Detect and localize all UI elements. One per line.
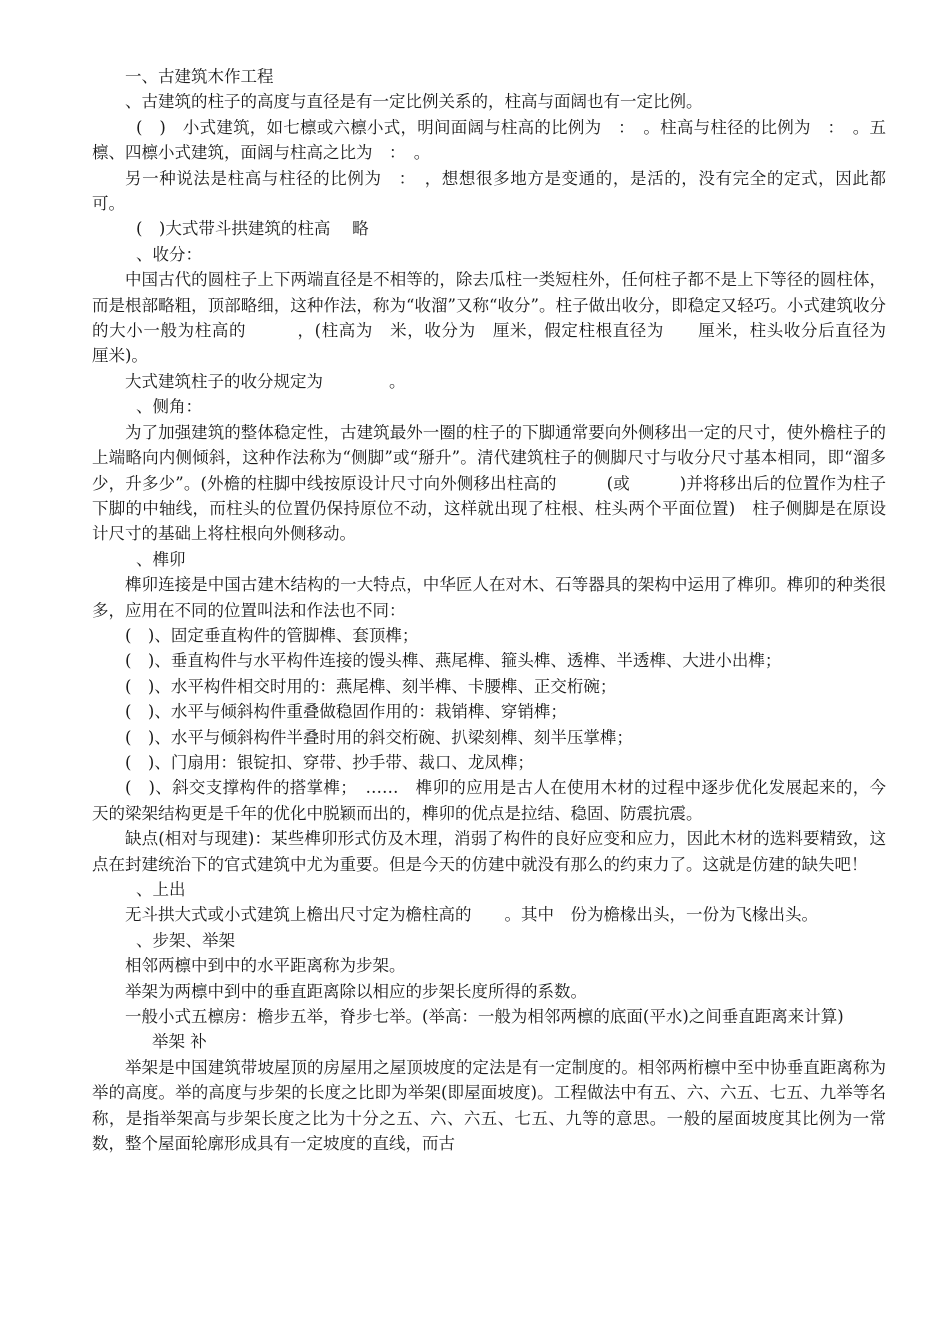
list-item: ( )、门扇用：银锭扣、穿带、抄手带、裁口、龙凤榫； — [125, 752, 534, 772]
paragraph: 、古建筑的柱子的高度与直径是有一定比例关系的，柱高与面阔也有一定比例。 — [125, 92, 703, 112]
paragraph: 一般小式五檩房：檐步五举，脊步七举。(举高：一般为相邻两檩的底面(平水)之间垂直距离来计算) — [125, 1007, 844, 1027]
subsection-heading: 、榫卯 — [136, 549, 186, 569]
paragraph: 为了加强建筑的整体稳定性，古建筑最外一圈的柱子的下脚通常要向外侧移出一定的尺寸，使外檐柱子的上端略向内侧倾斜，这种作法称为“侧脚”或“掰升”。清代建筑柱子的侧脚尺寸与收分尺寸基本相同，即“溜多少，升多少”。(外檐的柱脚中线按原设计尺寸向外侧移出柱高的 (或 )并将移出后的位置作为柱子下脚的中轴线，而柱头的位置仍保持原位不动，这样就出现了柱根、柱头两个平面位置) 柱子侧脚是在原设计尺寸的基础上将柱根向外侧移动。 — [92, 422, 886, 544]
paragraph: 相邻两檩中到中的水平距离称为步架。 — [125, 956, 406, 976]
paragraph: 另一种说法是柱高与柱径的比例为 ： ，想想很多地方是变通的，是活的，没有完全的定式，因此都可。 — [92, 168, 886, 214]
list-item: ( )、水平构件相交时用的：燕尾榫、刻半榫、卡腰榫、正交桁碗； — [125, 676, 617, 696]
subsection-heading: 、上出 — [136, 880, 186, 899]
subsection-heading: 举架 补 — [152, 1032, 207, 1052]
paragraph: ( ) 小式建筑，如七檩或六檩小式，明间面阔与柱高的比例为 ： 。柱高与柱径的比例为 ： 。五檩、四檩小式建筑，面阔与柱高之比为 ： 。 — [92, 117, 886, 163]
paragraph: 举架为两檩中到中的垂直距离除以相应的步架长度所得的系数。 — [125, 981, 587, 1001]
subsection-heading: 、步架、举架 — [136, 930, 235, 950]
paragraph: 缺点(相对与现建)：某些榫卯形式仿及木理，消弱了构件的良好应变和应力，因此木材的选料要精致，这点在封建统治下的官式建筑中尤为重要。但是今天的仿建中就没有那么的约束力了。这就是仿建的缺失吧！ — [92, 829, 886, 874]
list-item: ( )、斜交支撑构件的搭掌榫； …… 榫卯的应用是古人在使用木材的过程中逐步优化发展起来的，今天的梁架结构更是千年的优化中脱颖而出的，榫卯的优点是拉结、稳固、防震抗震。 — [92, 778, 886, 823]
paragraph: 大式建筑柱子的收分规定为 。 — [125, 371, 406, 391]
subsection-heading: ( )大式带斗拱建筑的柱高 略 — [136, 219, 369, 239]
section-heading: 一、古建筑木作工程 — [125, 67, 274, 86]
paragraph: 无斗拱大式或小式建筑上檐出尺寸定为檐柱高的 。其中 份为檐椽出头，一份为飞椽出头。 — [125, 905, 818, 925]
subsection-heading: 、侧角： — [136, 397, 202, 417]
list-item: ( )、水平与倾斜构件重叠做稳固作用的：栽销榫、穿销榫； — [125, 702, 567, 722]
list-item: ( )、固定垂直构件的管脚榫、套顶榫； — [125, 625, 419, 645]
list-item: ( )、垂直构件与水平构件连接的馒头榫、燕尾榫、箍头榫、透榫、半透榫、大进小出榫； — [125, 651, 782, 671]
paragraph: 榫卯连接是中国古建木结构的一大特点，中华匠人在对木、石等器具的架构中运用了榫卯。榫卯的种类很多，应用在不同的位置叫法和作法也不同： — [92, 575, 886, 620]
subsection-heading: 、收分： — [136, 244, 202, 264]
paragraph: 举架是中国建筑带坡屋顶的房屋用之屋顶坡度的定法是有一定制度的。相邻两桁檩中至中协垂直距离称为举的高度。举的高度与步架的长度之比即为举架(即屋面坡度)。工程做法中有五、六、六五、七五、九举等名称，是指举架高与步架长度之比为十分之五、六、六五、七五、九等的意思。一般的屋面坡度其比例为一常数，整个屋面轮廓形成具有一定坡度的直线，而古 — [92, 1057, 886, 1154]
list-item: ( )、水平与倾斜构件半叠时用的斜交桁碗、扒梁刻榫、刻半压掌榫； — [125, 727, 633, 747]
paragraph: 中国古代的圆柱子上下两端直径是不相等的，除去瓜柱一类短柱外，任何柱子都不是上下等径的圆柱体，而是根部略粗，顶部略细，这种作法，称为“收溜”又称“收分”。柱子做出收分，即稳定又轻巧。小式建筑收分的大小一般为柱高的 ，(柱高为 米，收分为 厘米，假定柱根直径为 厘米，柱头收分后直径为 厘米)。 — [92, 270, 919, 366]
document-page — [92, 64, 919, 1156]
